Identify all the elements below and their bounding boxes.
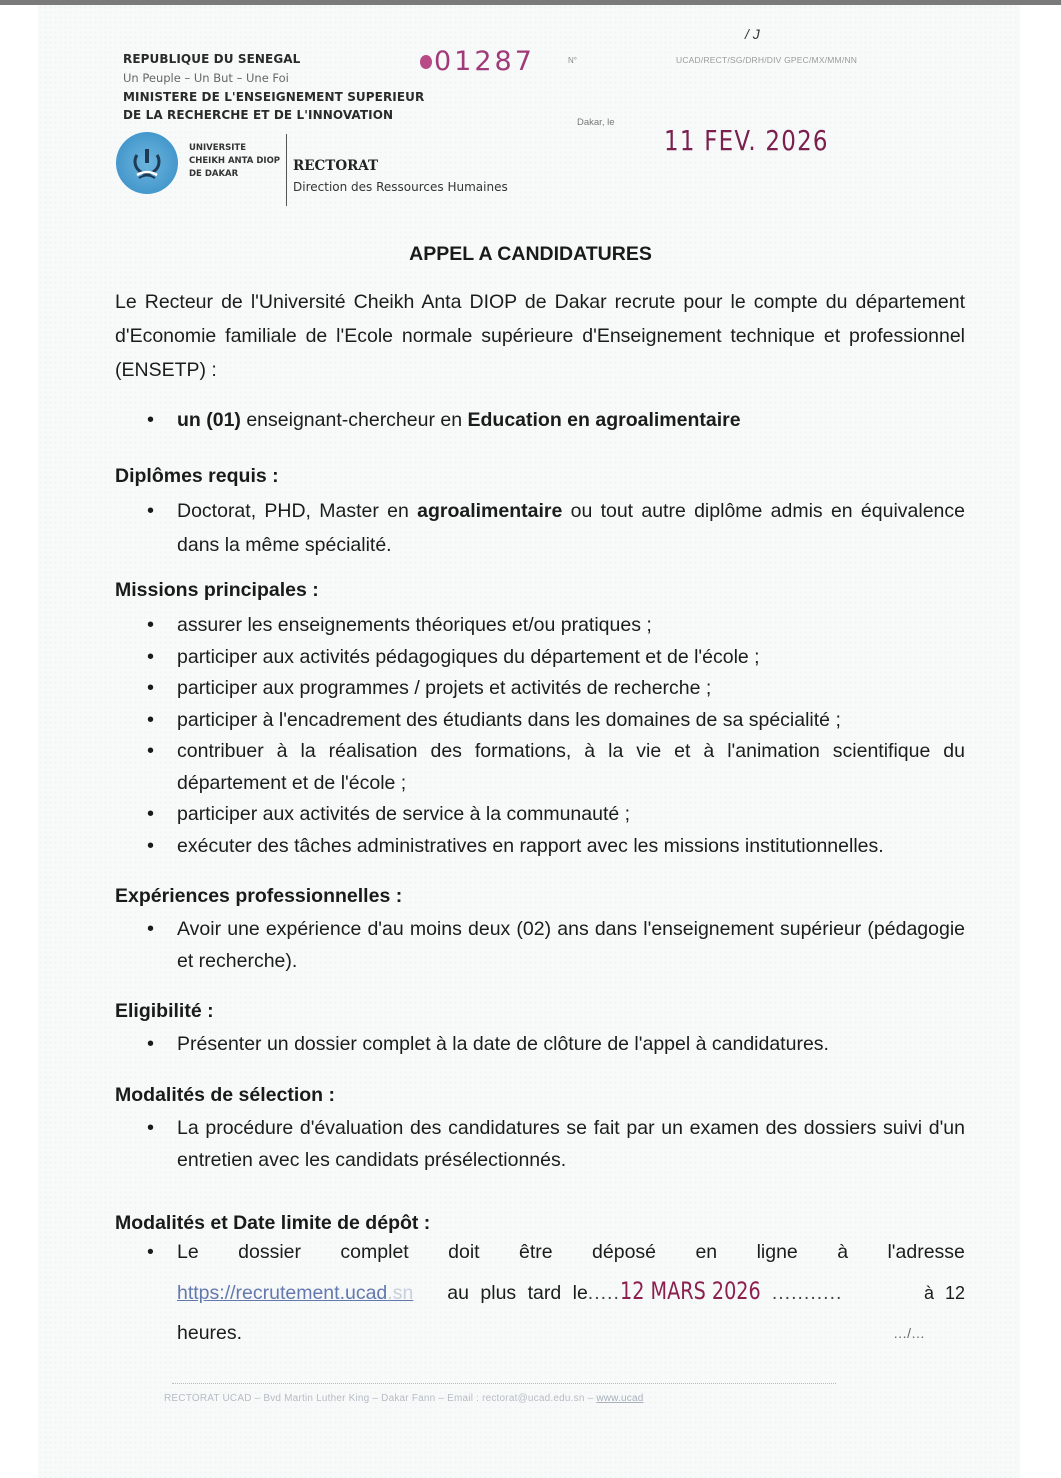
country-name: REPUBLIQUE DU SENEGAL	[123, 52, 301, 66]
national-motto: Un Peuple – Un But – Une Foi	[123, 71, 289, 85]
page-footer: RECTORAT UCAD – Bvd Martin Luther King – Dakar Fann – Email : rectorat@ucad.edu.sn – www.ucad	[164, 1393, 644, 1404]
stamp-dot-icon	[420, 55, 432, 69]
depot-list-item	[147, 1236, 965, 1349]
handwritten-mark: / J	[745, 26, 760, 42]
reference-code: UCAD/RECT/SG/DRH/DIV GPEC/MX/MM/NN	[676, 55, 858, 65]
depot-line-1: • Le dossier complet doit être déposé en ligne à l'adresse	[147, 1236, 965, 1268]
letterhead	[123, 50, 424, 125]
position-list	[147, 405, 965, 437]
university-header	[116, 132, 508, 206]
section-heading-eligibilite: Eligibilité :	[115, 1000, 214, 1022]
section-heading-diplomes: Diplômes requis :	[115, 465, 279, 487]
depot-line-3: heures. …/…	[147, 1317, 965, 1349]
office-block	[293, 156, 508, 197]
list-item: • La procédure d'évaluation des candidatures se fait par un examen des dossiers suivi d'un entretien avec les candidats présélectionnés.	[147, 1113, 965, 1176]
ucad-seal-icon	[116, 132, 178, 194]
selection-list	[147, 1113, 965, 1176]
section-heading-depot: Modalités et Date limite de dépôt :	[115, 1212, 431, 1234]
eligibilite-list	[147, 1029, 965, 1061]
section-heading-missions: Missions principales :	[115, 579, 319, 601]
registration-stamp: 01287	[420, 46, 535, 77]
list-item: • Doctorat, PHD, Master en agroalimentaire ou tout autre diplôme admis en équivalence dans la même spécialité.	[147, 494, 965, 562]
list-item: • participer à l'encadrement des étudiants dans les domaines de sa spécialité ;	[147, 705, 965, 737]
diplomes-list	[147, 494, 965, 562]
ministry-line-1: MINISTERE DE L'ENSEIGNEMENT SUPERIEUR	[123, 90, 425, 104]
section-heading-experiences: Expériences professionnelles :	[115, 885, 403, 907]
ministry-line-2: DE LA RECHERCHE ET DE L'INNOVATION	[123, 108, 394, 122]
list-item: • assurer les enseignements théoriques et/ou pratiques ;	[147, 610, 965, 642]
list-item: • Présenter un dossier complet à la date de clôture de l'appel à candidatures.	[147, 1029, 965, 1061]
intro-paragraph: Le Recteur de l'Université Cheikh Anta DIOP de Dakar recrute pour le compte du département d'Economie familiale de l'Ecole normale supérieure d'Enseignement technique et professionnel (ENSETP) :	[115, 291, 965, 381]
document-title: APPEL A CANDIDATURES	[409, 243, 652, 265]
date-stamp: 11 FEV. 2026	[664, 124, 829, 157]
missions-list	[147, 610, 965, 862]
footer-divider	[172, 1383, 836, 1384]
depot-line-2: https://recrutement.ucad.sn au plus tard le ..... 12 MARS 2026 ........... à 12	[147, 1275, 965, 1309]
list-item: • un (01) enseignant-chercheur en Education en agroalimentaire	[147, 405, 965, 437]
department-name: Direction des Ressources Humaines	[293, 180, 508, 194]
continued-marker: …/…	[893, 1325, 925, 1341]
place-label: Dakar, le	[577, 117, 615, 128]
list-item: • contribuer à la réalisation des formations, à la vie et à l'animation scientifique du département et de l'école ;	[147, 736, 965, 799]
reference-number-label: N°	[568, 56, 577, 65]
section-heading-selection: Modalités de sélection :	[115, 1084, 335, 1106]
footer-website-link[interactable]: www.ucad	[596, 1393, 644, 1404]
university-name: UNIVERSITE CHEIKH ANTA DIOP DE DAKAR	[189, 143, 281, 179]
list-item: • exécuter des tâches administratives en rapport avec les missions institutionnelles.	[147, 831, 965, 863]
deadline-time: à 12	[923, 1283, 965, 1303]
recruitment-url-link[interactable]: https://recrutement.ucad.sn	[177, 1282, 414, 1304]
list-item: • participer aux activités de service à la communauté ;	[147, 799, 965, 831]
office-name: RECTORAT	[293, 158, 379, 174]
experiences-list	[147, 914, 965, 977]
header-divider	[286, 134, 287, 206]
list-item: • participer aux activités pédagogiques du département et de l'école ;	[147, 642, 965, 674]
deadline-label: au plus tard le	[447, 1282, 588, 1304]
list-item: • Avoir une expérience d'au moins deux (02) ans dans l'enseignement supérieur (pédagogie et recherche).	[147, 914, 965, 977]
list-item: • participer aux programmes / projets et activités de recherche ;	[147, 673, 965, 705]
deadline-date-stamp: 12 MARS 2026	[619, 1277, 761, 1305]
